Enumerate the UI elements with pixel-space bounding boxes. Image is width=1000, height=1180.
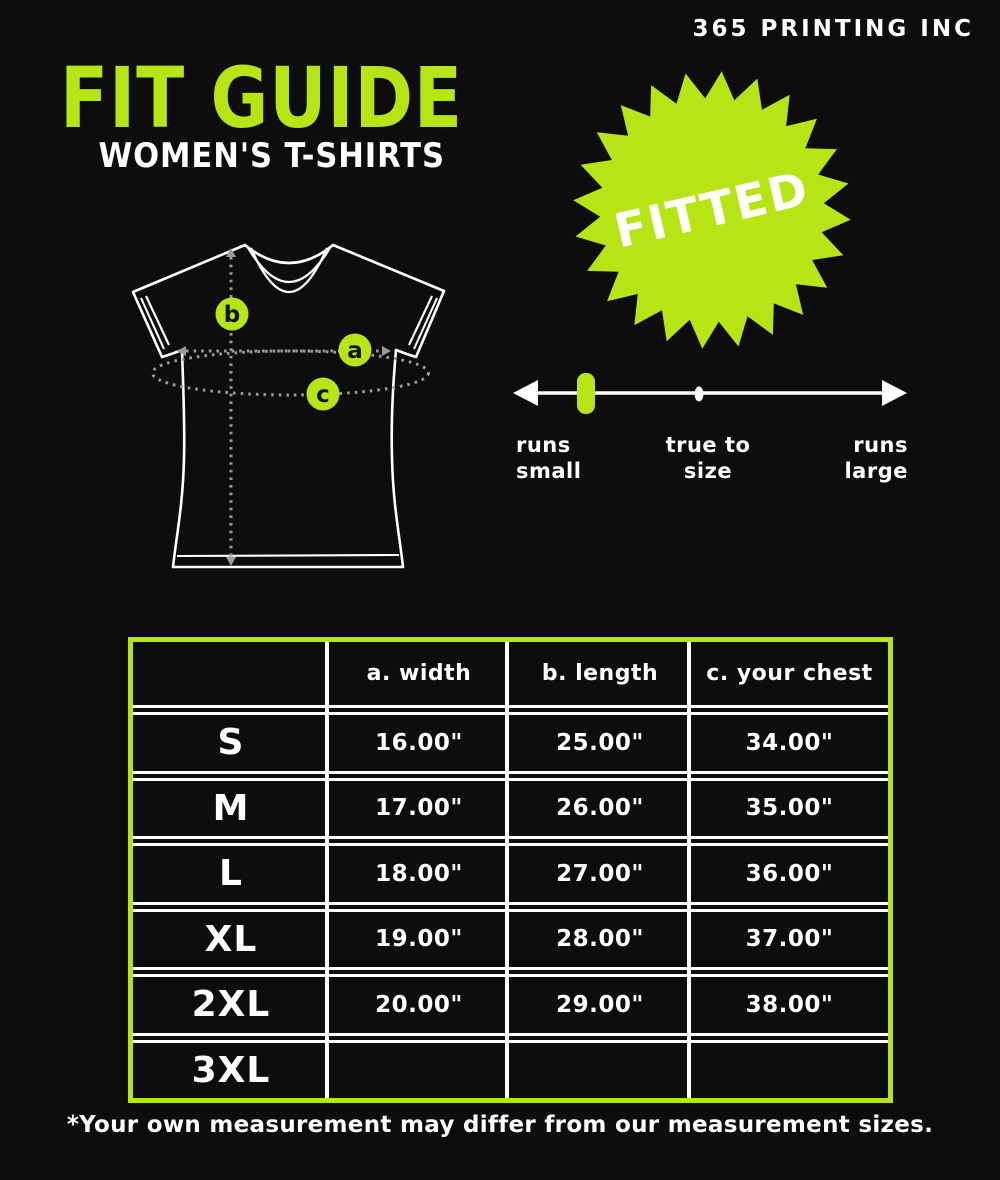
table-divider-1: [325, 642, 329, 1098]
runs-large-line2: large: [844, 459, 908, 483]
brand-name: 365 PRINTING INC: [692, 16, 974, 42]
chest-value: [691, 1043, 888, 1099]
length-value: 29.00": [556, 991, 644, 1018]
width-value: [329, 1043, 509, 1099]
chest-value: 36.00": [745, 860, 834, 887]
header-width: a. width: [366, 661, 472, 686]
runs-small-line2: small: [516, 459, 582, 483]
marker-c-letter: c: [316, 382, 330, 408]
true-to-size-line2: size: [683, 459, 733, 483]
header-chest: c. your chest: [706, 661, 873, 686]
size-label: 2XL: [191, 984, 271, 1026]
length-value: 28.00": [556, 926, 644, 953]
length-value: 25.00": [556, 729, 644, 756]
table-row-s: [133, 712, 888, 774]
table-row-2xl: [133, 974, 888, 1036]
table-row-3xl: [133, 1040, 888, 1099]
tshirt-diagram: [128, 233, 458, 581]
fitted-badge-label: FITTED: [609, 160, 815, 260]
collar-line-inner2: [251, 248, 327, 292]
page-subtitle-wrap: [60, 136, 445, 176]
marker-b-letter: b: [223, 302, 241, 328]
chest-dotted-ellipse: [153, 351, 429, 395]
size-label: 3XL: [191, 1049, 271, 1091]
fitted-badge: [572, 70, 852, 350]
length-value: 27.00": [556, 860, 644, 887]
chest-value: 34.00": [745, 729, 834, 756]
measurement-footnote: *Your own measurement may differ from our measurement sizes.: [66, 1112, 934, 1138]
length-value: 26.00": [556, 795, 644, 822]
page-title: FIT GUIDE: [60, 49, 463, 147]
width-value: 20.00": [375, 991, 463, 1018]
width-arrow-right: [382, 346, 391, 356]
chest-value: 35.00": [745, 795, 834, 822]
scale-marker-pill: [577, 373, 595, 414]
page-subtitle: WOMEN'S T-SHIRTS: [98, 136, 445, 176]
chest-value: 37.00": [745, 926, 834, 953]
header-size: [133, 642, 329, 705]
table-row-l: [133, 843, 888, 905]
tshirt-outline: [133, 245, 444, 567]
scale-label-true-to-size: [645, 432, 771, 484]
width-value: 19.00": [375, 926, 463, 953]
runs-large-line1: runs: [853, 433, 908, 457]
table-divider-3: [687, 642, 691, 1098]
fit-scale-arrow: [500, 340, 910, 420]
scale-label-runs-large: [844, 432, 908, 484]
scale-center-dot: [695, 387, 704, 402]
bottom-hem-line: [177, 555, 399, 556]
header-length: b. length: [541, 661, 659, 686]
size-label: L: [219, 853, 243, 895]
scale-arrow-right-icon: [882, 380, 907, 406]
marker-a-letter: a: [347, 338, 363, 364]
scale-label-runs-small: [516, 432, 581, 484]
size-table: [128, 637, 893, 1103]
width-value: 17.00": [375, 795, 463, 822]
table-divider-2: [505, 642, 509, 1098]
chest-value: 38.00": [745, 991, 834, 1018]
width-value: 18.00": [375, 860, 463, 887]
fit-scale: [500, 340, 910, 485]
width-value: 16.00": [375, 729, 463, 756]
size-label: M: [212, 787, 250, 829]
runs-small-line1: runs: [516, 433, 571, 457]
true-to-size-line1: true to: [665, 433, 751, 457]
length-value: [509, 1043, 691, 1099]
length-arrow-bottom: [226, 557, 236, 566]
table-header-row: [133, 642, 888, 708]
table-row-m: [133, 778, 888, 840]
size-label: S: [217, 722, 245, 764]
table-row-xl: [133, 909, 888, 971]
scale-arrow-left-icon: [513, 380, 538, 406]
size-label: XL: [204, 918, 258, 960]
